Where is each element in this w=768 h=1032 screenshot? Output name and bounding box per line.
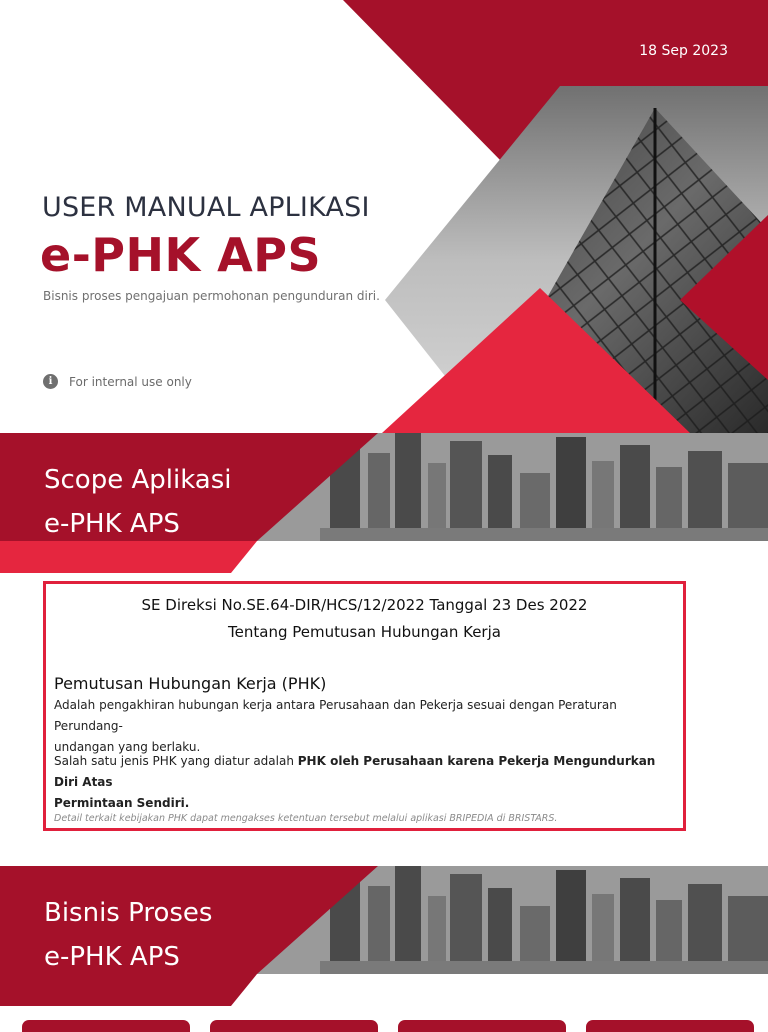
type-intro-text: Salah satu jenis PHK yang diatur adalah [54,754,298,768]
phk-type-paragraph [54,751,679,814]
scope-title-line2: e-PHK APS [44,509,180,539]
process-step-box [398,1020,566,1032]
process-step-box [210,1020,378,1032]
process-step-box [22,1020,190,1032]
definition-line1: Adalah pengakhiran hubungan kerja antara Perusahaan dan Pekerja sesuai dengan Peraturan Perundang- [54,698,617,733]
policy-reference-note: Detail terkait kebijakan PHK dapat mengakses ketentuan tersebut melalui aplikasi BRIPEDIA di BRISTARS. [54,813,558,824]
type-emphasis-line1: PHK oleh Perusahaan karena Pekerja Mengundurkan Diri Atas [54,754,656,789]
process-step-box [586,1020,754,1032]
type-emphasis-line2: Permintaan Sendiri. [54,796,190,810]
manual-subtitle: Bisnis proses pengajuan permohonan pengunduran diri. [43,289,380,303]
process-section-banner [0,866,768,1016]
internal-use-text: For internal use only [69,374,192,389]
scope-section-banner [0,433,768,583]
cover-hero [0,0,768,433]
scope-info-card [43,581,686,831]
card-heading-line1: SE Direksi No.SE.64-DIR/HCS/12/2022 Tanggal 23 Des 2022 [141,596,588,614]
internal-use-notice [43,374,192,389]
manual-title: USER MANUAL APLIKASI [42,192,370,223]
app-name-title: e-PHK APS [40,228,322,282]
phk-section-title: Pemutusan Hubungan Kerja (PHK) [54,674,327,693]
phk-definition-paragraph [54,695,679,758]
definition-line2: undangan yang berlaku. [54,740,201,754]
process-title-line2: e-PHK APS [44,942,180,972]
scope-title-line1: Scope Aplikasi [44,465,232,495]
process-title-line1: Bisnis Proses [44,898,213,928]
info-circle-icon: i [43,374,58,389]
card-heading-line2: Tentang Pemutusan Hubungan Kerja [228,623,501,641]
document-date: 18 Sep 2023 [639,43,728,59]
